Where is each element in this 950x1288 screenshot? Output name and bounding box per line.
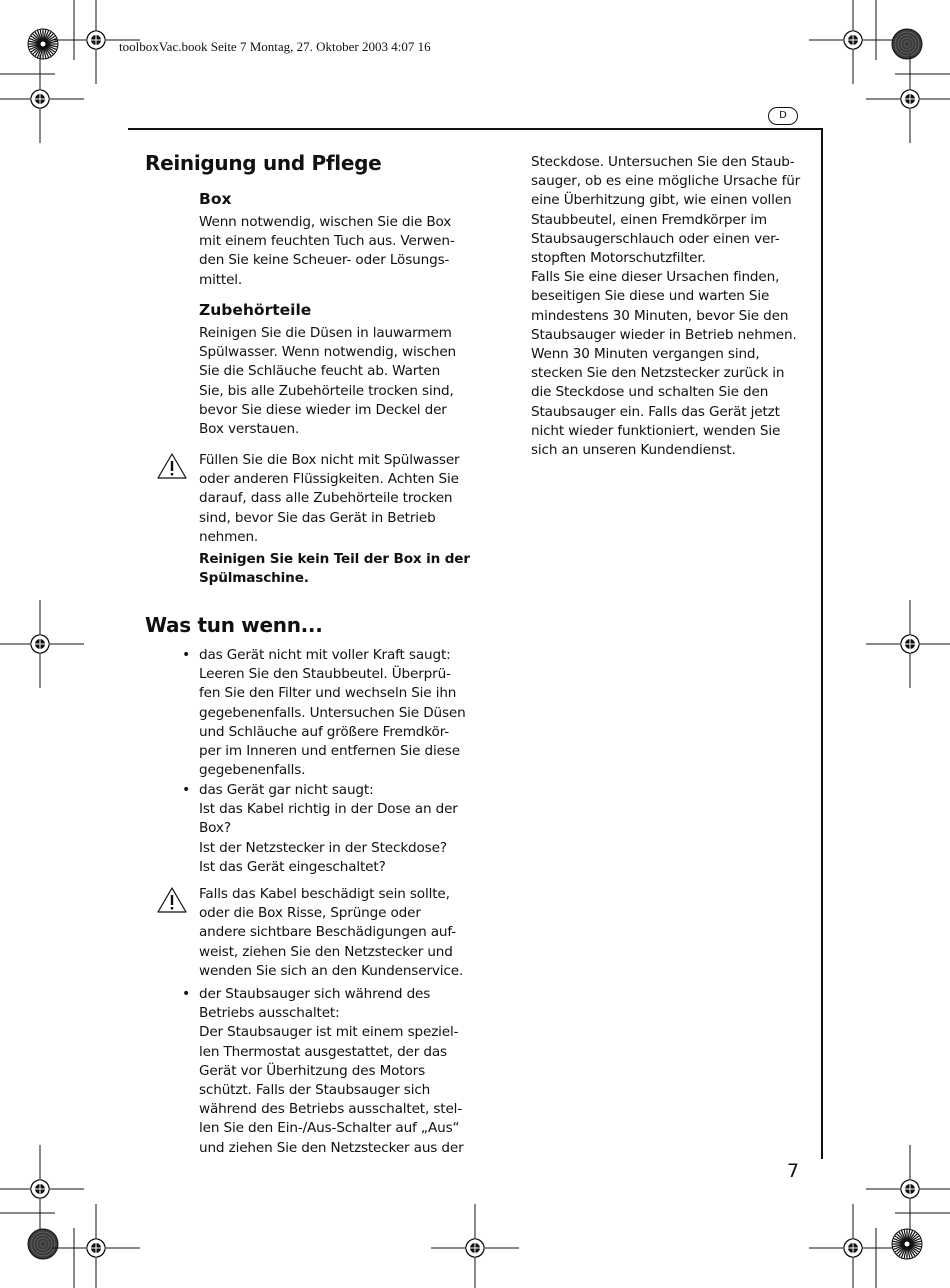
bullet-2: • (182, 782, 191, 798)
warning-text-liquids: Füllen Sie die Box nicht mit Spülwasser oder anderen Flüssigkeiten. Achten Sie darauf, dass alle Zubehörteile trocken sind, bevor Sie das Gerät in Betrieb nehmen. (199, 452, 460, 545)
margin-rule (821, 128, 823, 1159)
warning-triangle-icon (156, 452, 188, 480)
troubleshoot-continued-text: Steckdose. Untersuchen Sie den Staub- sauger, ob es eine mögliche Ursache für eine Überhitzung gibt, wie einen vollen Staubbeutel, einen Fremdkörper im Staubsaugerschlauch oder einen ver- stopften Motorschutzfilter. Falls Sie eine dieser Ursachen finden, beseitigen Sie diese und warten Sie mindestens 30 Minuten, bevor Sie den Staubsauger wieder in Betrieb nehmen. Wenn 30 Minuten vergangen sind, stecken Sie den Netzstecker zurück in die Steckdose und schalten Sie den Staubsauger ein. Falls das Gerät jetzt nicht wieder funktioniert, wenden Sie sich an unseren Kundendienst. (531, 154, 801, 459)
troubleshoot-item-weak-suction: das Gerät nicht mit voller Kraft saugt: Leeren Sie den Staubbeutel. Überprü- fen Sie den Filter und wechseln Sie ihn gegebenenfalls. Untersuchen Sie Düsen und Schläuche auf größere Fremdkör- per im Inneren und entfernen Sie diese gegebenenfalls. (199, 647, 466, 779)
warning-triangle-icon (156, 886, 188, 914)
warning-text-damaged-cable: Falls das Kabel beschädigt sein sollte, oder die Box Risse, Sprünge oder andere sichtbare Beschädigungen auf- weist, ziehen Sie den Netzstecker und wenden Sie sich an den Kundenservice. (199, 886, 464, 979)
language-badge: D (768, 107, 798, 125)
accessories-cleaning-text: Reinigen Sie die Düsen in lauwarmem Spülwasser. Wenn notwendig, wischen Sie die Schläuche feucht ab. Warten Sie, bis alle Zubehörteile trocken sind, bevor Sie diese wieder im Deckel der Box verstauen. (199, 325, 456, 438)
warning-dishwasher-text: Reinigen Sie kein Teil der Box in der Spülmaschine. (199, 551, 470, 587)
header-rule (128, 128, 822, 130)
subheading-accessories: Zubehörteile (199, 301, 312, 319)
section-title-cleaning: Reinigung und Pflege (145, 151, 382, 175)
troubleshoot-item-shuts-off: der Staubsauger sich während des Betriebs ausschaltet: Der Staubsauger ist mit einem speziel- len Thermostat ausgestattet, der das Gerät vor Überhitzung des Motors schützt. Falls der Staubsauger sich während des Betriebs ausschaltet, stel- len Sie den Ein-/Aus-Schalter auf „Aus“ und ziehen Sie den Netzstecker aus der (199, 986, 464, 1156)
print-slug: toolboxVac.book Seite 7 Montag, 27. Oktober 2003 4:07 16 (119, 39, 431, 54)
subheading-box: Box (199, 190, 232, 208)
box-cleaning-text: Wenn notwendig, wischen Sie die Box mit einem feuchten Tuch aus. Verwen- den Sie keine Scheuer- oder Lösungs- mittel. (199, 214, 455, 288)
page-number: 7 (787, 1160, 800, 1182)
section-title-troubleshooting: Was tun wenn... (145, 613, 323, 637)
bullet-1: • (182, 647, 191, 663)
bullet-3: • (182, 986, 191, 1002)
troubleshoot-item-no-suction: das Gerät gar nicht saugt: Ist das Kabel richtig in der Dose an der Box? Ist der Netzstecker in der Steckdose? Ist das Gerät eingeschaltet? (199, 782, 458, 875)
